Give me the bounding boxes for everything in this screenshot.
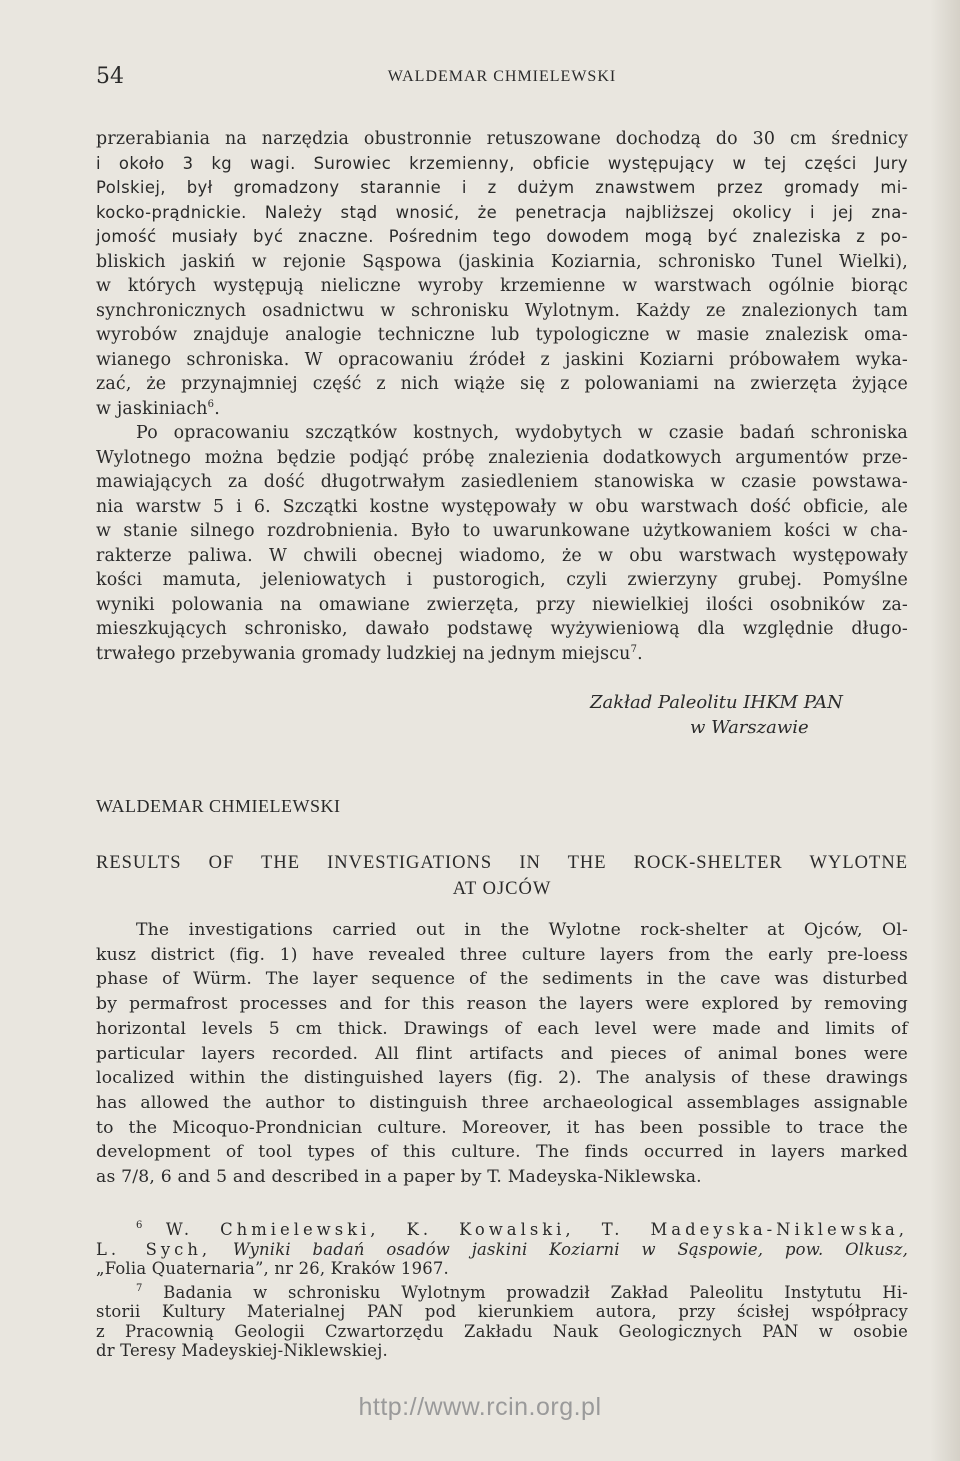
footnote-6	[96, 1220, 908, 1240]
text-line: by permafrost processes and for this reason the layers were explored by removing	[96, 994, 908, 1015]
text-line: synchronicznych osadnictwu w schronisku Wylotnym. Każdy ze znalezionych tam	[96, 300, 908, 321]
summary-title-line: RESULTS OF THE INVESTIGATIONS IN THE ROCK-SHELTER WYLOTNE	[96, 853, 908, 873]
text-line-content: w jaskiniach	[96, 398, 208, 419]
text-line	[96, 397, 908, 422]
footnote-ref: 6	[207, 398, 215, 410]
text-line: as 7/8, 6 and 5 and described in a paper by T. Madeyska-Niklewska.	[96, 1167, 702, 1188]
footnotes	[96, 1220, 908, 1361]
text-line: has allowed the author to distinguish three archaeological assemblages assignable	[96, 1092, 908, 1113]
english-summary-text	[96, 918, 908, 1190]
text-line: localized within the distinguished layers (fig. 2). The analysis of these drawings	[96, 1068, 908, 1089]
footnote-7-line: storii Kultury Materialnej PAN pod kierunkiem autora, przy ścisłej współpracy	[96, 1302, 908, 1321]
text-line: kusz district (fig. 1) have revealed three culture layers from the early pre-loess	[96, 944, 908, 965]
page-number: 54	[96, 64, 124, 89]
text-line: rakterze paliwa. W chwili obecnej wiadomo, że w obu warstwach występowały	[96, 545, 908, 566]
text-line: Polskiej, był gromadzony starannie i z dużym znawstwem przez gromady mi-	[96, 178, 908, 197]
text-line: mieszkujących schronisko, dawało podstawę wyżywieniową dla względnie długo-	[96, 619, 908, 639]
text-line	[96, 642, 908, 667]
text-line: zać, że przynajmniej część z nich wiąże się z polowaniami na zwierzęta żyjące	[96, 374, 908, 394]
text-line: kocko-prądnickie. Należy stąd wnosić, że penetracja najbliższej okolicy i jej zna-	[96, 202, 908, 222]
paragraph-first-line: Po opracowaniu szczątków kostnych, wydobytych w czasie badań schroniska	[136, 423, 908, 443]
text-line: development of tool types of this culture. The finds occurred in layers marked	[96, 1142, 908, 1163]
footnote-marker: 6	[136, 1220, 143, 1231]
affiliation	[590, 690, 890, 740]
footnote-work-title: Wyniki badań osadów jaskini Koziarni w Sąspowie, pow. Olkusz,	[232, 1239, 908, 1259]
text-line: wyrobów znajduje analogie techniczne lub typologiczne w masie znalezisk oma-	[96, 325, 908, 345]
text-line: horizontal levels 5 cm thick. Drawings of each level were made and limits of	[96, 1018, 908, 1039]
footnote-ref: 7	[630, 643, 638, 655]
text-line: wyniki polowania na omawiane zwierzęta, przy niewielkiej ilości osobników za-	[96, 594, 908, 615]
text-line: wianego schroniska. W opracowaniu źródeł z jaskini Koziarni próbowałem wyka-	[96, 349, 908, 370]
footnote-6-line	[96, 1240, 908, 1260]
text-line-end: .	[637, 643, 643, 664]
text-line: jomość musiały być znaczne. Pośrednim tego dowodem mogą być znaleziska z po-	[96, 227, 908, 246]
running-head: WALDEMAR CHMIELEWSKI	[387, 68, 617, 85]
text-line: i około 3 kg wagi. Surowiec krzemienny, obficie występujący w tej części Jury	[96, 153, 908, 173]
footnote-7	[96, 1283, 908, 1303]
summary-title	[96, 850, 908, 902]
footnote-author: L. Sych,	[96, 1239, 212, 1259]
footnote-text: Badania w schronisku Wylotnym prowadził Zakład Paleolitu Instytutu Hi-	[163, 1282, 908, 1302]
paragraph-first-line: The investigations carried out in the Wylotne rock-shelter at Ojców, Ol-	[136, 920, 908, 940]
text-line: to the Micoquo-Prondnician culture. Moreover, it has been possible to trace the	[96, 1117, 908, 1138]
page-edge-shadow	[930, 0, 960, 1461]
text-line: Wylotnego można będzie podjąć próbę znalezienia dodatkowych argumentów prze-	[96, 447, 908, 468]
text-line: nia warstw 5 i 6. Szczątki kostne występowały w obu warstwach dość obficie, ale	[96, 496, 908, 517]
footnote-6-source: „Folia Quaternaria”, nr 26, Kraków 1967.	[96, 1259, 449, 1278]
footnote-authors: W. Chmielewski, K. Kowalski, T. Madeyska-Niklewska,	[165, 1220, 908, 1239]
summary-author: WALDEMAR CHMIELEWSKI	[96, 796, 341, 816]
footnote-7-line: dr Teresy Madeyskiej-Niklewskiej.	[96, 1341, 388, 1360]
summary-title-line: AT OJCÓW	[452, 879, 552, 899]
watermark-url: http://www.rcin.org.pl	[358, 1393, 602, 1421]
text-line: w stanie silnego rozdrobnienia. Było to uwarunkowane użytkowaniem kości w cha-	[96, 521, 908, 541]
text-line: bliskich jaskiń w rejonie Sąspowa (jaskinia Koziarnia, schronisko Tunel Wielki),	[96, 251, 908, 272]
text-line: kości mamuta, jeleniowatych i pustorogich, czyli zwierzyny grubej. Pomyślne	[96, 570, 908, 590]
text-line: w których występują nieliczne wyroby krzemienne w warstwach ogólnie biorąc	[96, 276, 908, 296]
text-line-content: trwałego przebywania gromady ludzkiej na jednym miejscu	[96, 643, 631, 664]
text-line: phase of Würm. The layer sequence of the sediments in the cave was disturbed	[96, 969, 908, 990]
text-line: particular layers recorded. All flint artifacts and pieces of animal bones were	[96, 1043, 908, 1064]
affiliation-city: w Warszawie	[690, 717, 809, 738]
polish-text	[96, 127, 908, 666]
text-line: przerabiania na narzędzia obustronnie retuszowane dochodzą do 30 cm średnicy	[96, 129, 908, 149]
footnote-marker: 7	[136, 1282, 143, 1294]
text-line-end: .	[214, 398, 220, 419]
footnote-7-line: z Pracownią Geologii Czwartorzędu Zakładu Nauk Geologicznych PAN w osobie	[96, 1321, 908, 1341]
text-line: mawiających za dość długotrwałym zasiedleniem stanowiska w czasie powstawa-	[96, 472, 908, 492]
affiliation-institute: Zakład Paleolitu IHKM PAN	[590, 692, 843, 713]
page-header	[96, 64, 908, 100]
